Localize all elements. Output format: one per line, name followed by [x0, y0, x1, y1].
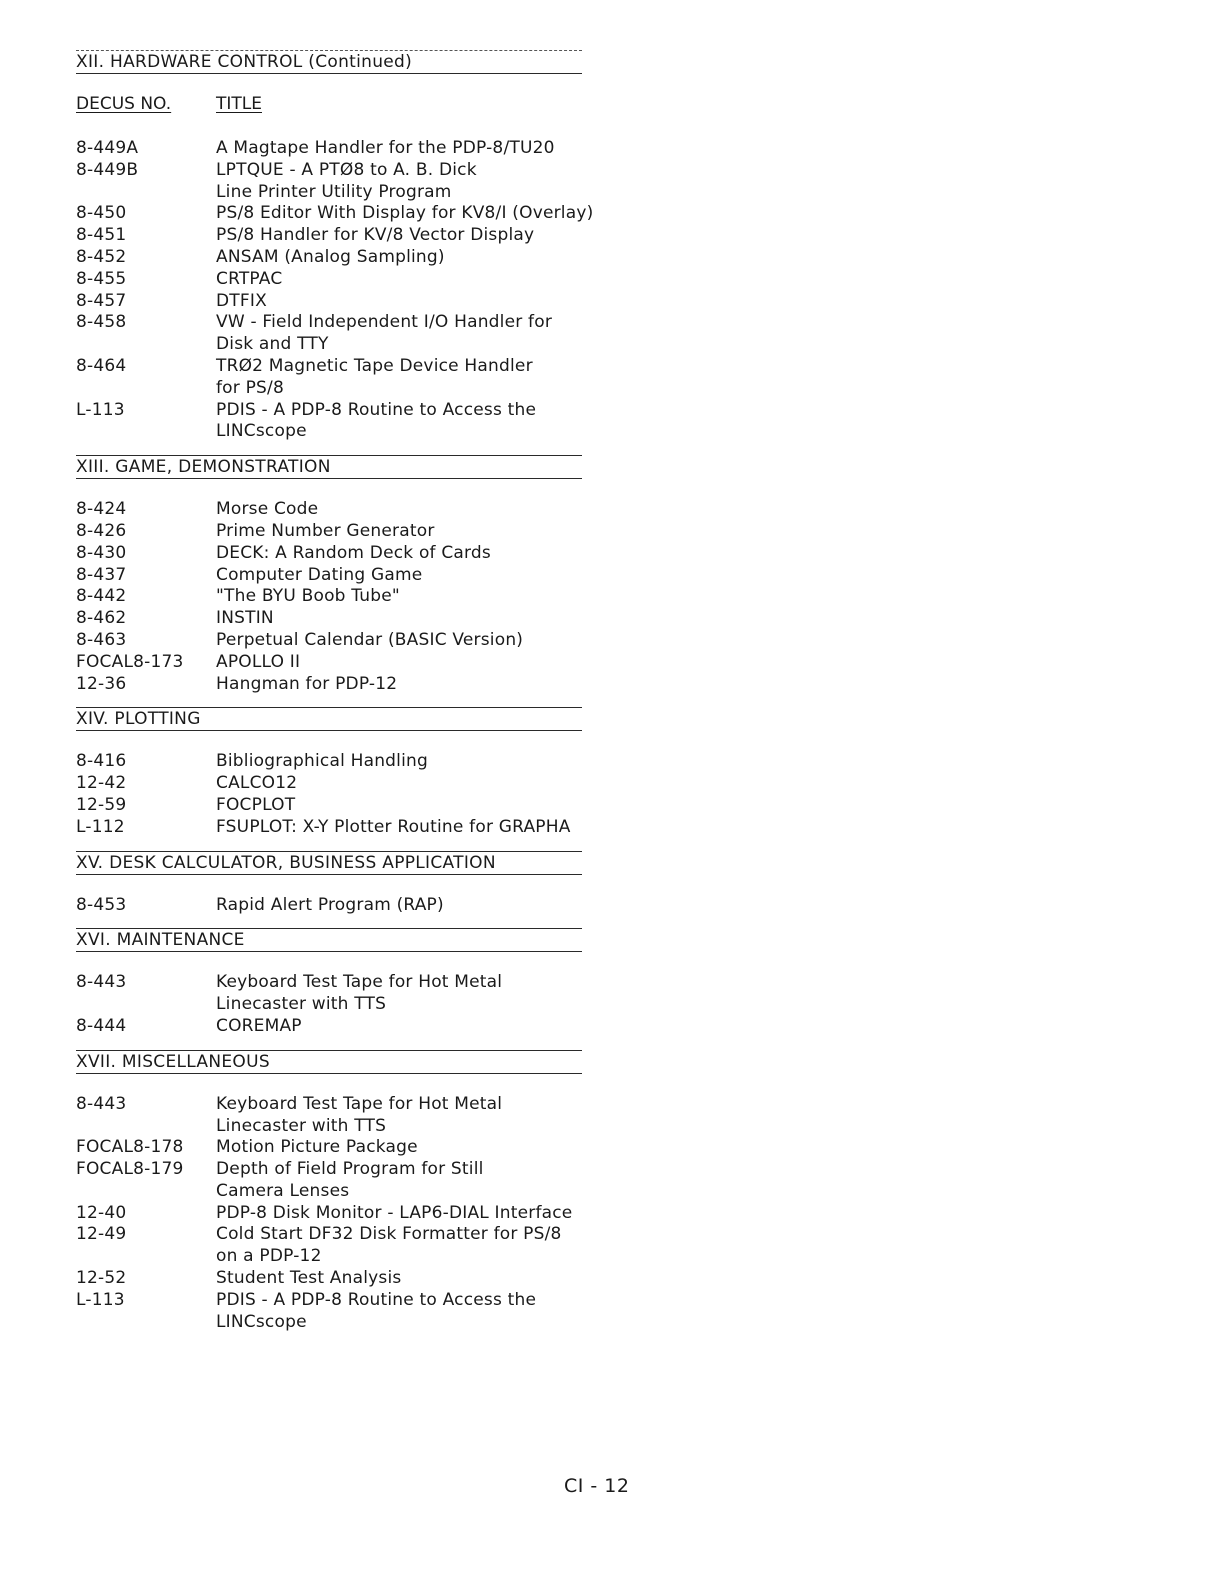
- program-title: Prime Number Generator: [216, 520, 435, 541]
- section-heading: XV. DESK CALCULATOR, BUSINESS APPLICATION: [76, 851, 582, 875]
- decus-number: 8-442: [76, 586, 127, 607]
- list-item: [76, 1203, 582, 1225]
- program-title: LPTQUE - A PTØ8 to A. B. Dick Line Printer Utility Program: [216, 159, 477, 202]
- decus-number: 12-59: [76, 794, 127, 815]
- list-item: [76, 817, 582, 839]
- program-title: PS/8 Handler for KV/8 Vector Display: [216, 225, 535, 246]
- program-title: PDIS - A PDP-8 Routine to Access the LINCscope: [216, 399, 537, 442]
- entry-list: [76, 972, 582, 1037]
- list-item: [76, 543, 582, 565]
- program-title: Depth of Field Program for Still Camera Lenses: [216, 1159, 484, 1201]
- decus-number: 8-437: [76, 564, 127, 585]
- list-item: [76, 356, 582, 400]
- decus-number: 8-449B: [76, 159, 139, 180]
- decus-number: 8-457: [76, 290, 127, 311]
- column-headers: [76, 94, 582, 116]
- program-title: COREMAP: [216, 1015, 302, 1036]
- decus-number: 8-464: [76, 355, 127, 376]
- decus-number: 8-463: [76, 629, 127, 650]
- decus-number: 8-444: [76, 1015, 127, 1036]
- decus-number: FOCAL8-179: [76, 1159, 184, 1180]
- program-title: Morse Code: [216, 499, 319, 520]
- decus-number: 8-426: [76, 520, 127, 541]
- list-item: [76, 291, 582, 313]
- program-title: PS/8 Editor With Display for KV8/I (Overlay): [216, 203, 594, 224]
- list-item: [76, 400, 582, 444]
- program-title: INSTIN: [216, 608, 274, 629]
- program-title: Perpetual Calendar (BASIC Version): [216, 629, 524, 650]
- program-title: Student Test Analysis: [216, 1268, 402, 1289]
- decus-number: 8-443: [76, 1093, 127, 1114]
- entry-list: [76, 1094, 582, 1334]
- list-item: [76, 751, 582, 773]
- section-heading: XIII. GAME, DEMONSTRATION: [76, 455, 582, 479]
- program-title: Keyboard Test Tape for Hot Metal Linecaster with TTS: [216, 972, 503, 1015]
- decus-number: 8-462: [76, 608, 127, 629]
- section-heading: XVI. MAINTENANCE: [76, 928, 582, 952]
- entry-list: [76, 751, 582, 838]
- program-title: "The BYU Boob Tube": [216, 586, 400, 607]
- list-item: [76, 652, 582, 674]
- list-item: [76, 630, 582, 652]
- decus-number: 8-416: [76, 751, 127, 772]
- list-item: [76, 1094, 582, 1138]
- list-item: [76, 160, 582, 204]
- program-title: Computer Dating Game: [216, 564, 423, 585]
- list-item: [76, 773, 582, 795]
- decus-number: 8-424: [76, 499, 127, 520]
- decus-number: 12-42: [76, 773, 127, 794]
- decus-number: 8-452: [76, 246, 127, 267]
- list-item: [76, 521, 582, 543]
- decus-number: 12-49: [76, 1224, 127, 1245]
- program-title: APOLLO II: [216, 651, 301, 672]
- list-item: [76, 795, 582, 817]
- section-heading: XVII. MISCELLANEOUS: [76, 1050, 582, 1074]
- list-item: [76, 269, 582, 291]
- list-item: [76, 1290, 582, 1334]
- program-title: CALCO12: [216, 773, 298, 794]
- program-title: FSUPLOT: X-Y Plotter Routine for GRAPHA: [216, 816, 571, 837]
- program-title: A Magtape Handler for the PDP-8/TU20: [216, 138, 555, 158]
- list-item: [76, 312, 582, 356]
- program-title: Keyboard Test Tape for Hot Metal Linecaster with TTS: [216, 1093, 503, 1136]
- decus-number: 8-430: [76, 542, 127, 563]
- entry-list: [76, 895, 582, 917]
- decus-number: L-113: [76, 1289, 125, 1310]
- program-title: ANSAM (Analog Sampling): [216, 246, 445, 267]
- decus-number: 8-455: [76, 268, 127, 289]
- list-item: [76, 499, 582, 521]
- decus-number: FOCAL8-173: [76, 651, 184, 672]
- program-title: PDP-8 Disk Monitor - LAP6-DIAL Interface: [216, 1202, 573, 1223]
- list-item: [76, 895, 582, 917]
- decus-number: 8-458: [76, 312, 127, 333]
- decus-number: 8-453: [76, 894, 127, 915]
- list-item: [76, 225, 582, 247]
- decus-number: 12-36: [76, 673, 127, 694]
- title-column-header: TITLE: [216, 94, 262, 114]
- entry-list: [76, 138, 594, 443]
- program-title: TRØ2 Magnetic Tape Device Handler for PS/8: [216, 355, 533, 398]
- decus-number: 12-40: [76, 1202, 127, 1223]
- decus-number: 12-52: [76, 1268, 127, 1289]
- program-title: Cold Start DF32 Disk Formatter for PS/8 on a PDP-12: [216, 1224, 562, 1267]
- decus-number: L-113: [76, 399, 125, 420]
- program-title: VW - Field Independent I/O Handler for Disk and TTY: [216, 312, 553, 355]
- list-item: [76, 138, 582, 160]
- decus-number: 8-450: [76, 203, 127, 224]
- decus-number-column-header: DECUS NO.: [76, 94, 172, 114]
- page-number: CI - 12: [564, 1475, 630, 1497]
- program-title: FOCPLOT: [216, 794, 296, 815]
- catalog-page: [76, 50, 594, 1333]
- section-heading: XII. HARDWARE CONTROL (Continued): [76, 50, 582, 74]
- decus-number: 8-449A: [76, 138, 139, 158]
- decus-number: L-112: [76, 816, 125, 837]
- list-item: [76, 203, 594, 225]
- list-item: [76, 1159, 582, 1203]
- program-title: CRTPAC: [216, 268, 283, 289]
- program-title: Bibliographical Handling: [216, 751, 428, 772]
- list-item: [76, 1224, 582, 1268]
- program-title: DTFIX: [216, 290, 267, 311]
- list-item: [76, 1268, 582, 1290]
- section-heading: XIV. PLOTTING: [76, 707, 582, 731]
- program-title: DECK: A Random Deck of Cards: [216, 542, 491, 563]
- list-item: [76, 586, 582, 608]
- program-title: Motion Picture Package: [216, 1137, 418, 1158]
- program-title: Rapid Alert Program (RAP): [216, 894, 444, 915]
- entry-list: [76, 499, 582, 695]
- decus-number: FOCAL8-178: [76, 1137, 184, 1158]
- list-item: [76, 1016, 582, 1038]
- program-title: Hangman for PDP-12: [216, 673, 398, 694]
- list-item: [76, 565, 582, 587]
- decus-number: 8-443: [76, 972, 127, 993]
- program-title: PDIS - A PDP-8 Routine to Access the LINCscope: [216, 1289, 537, 1332]
- list-item: [76, 608, 582, 630]
- list-item: [76, 674, 582, 696]
- decus-number: 8-451: [76, 225, 127, 246]
- list-item: [76, 1137, 582, 1159]
- list-item: [76, 972, 582, 1016]
- list-item: [76, 247, 582, 269]
